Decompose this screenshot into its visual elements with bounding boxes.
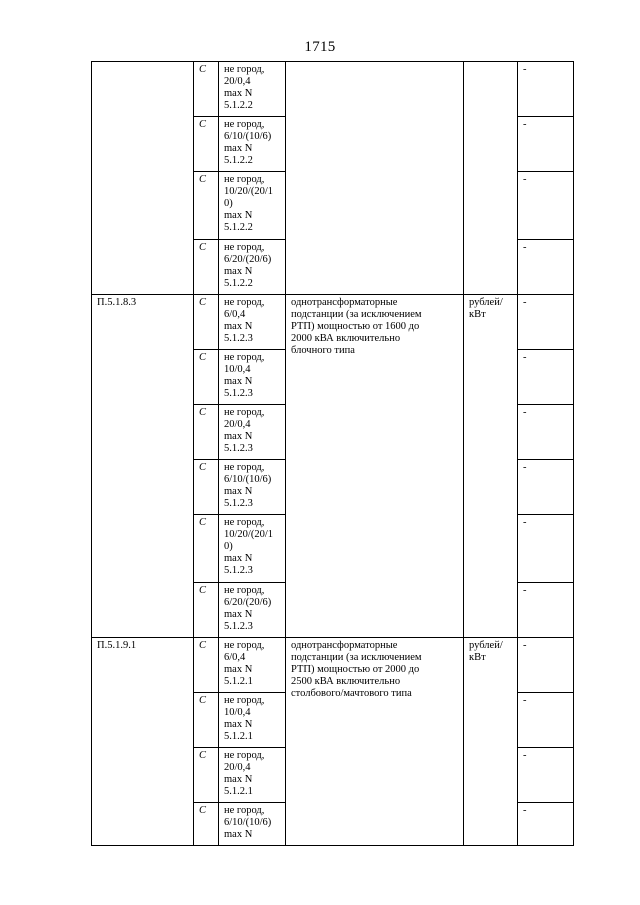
page-number: 1715 [304, 39, 336, 55]
description-line: подстанции (за исключением [291, 652, 422, 663]
description-line: блочного типа [291, 345, 355, 356]
voltage-condition-line: max N [224, 266, 253, 277]
voltage-condition-line: 5.1.2.2 [224, 222, 253, 233]
category-letter-cell: С [194, 748, 219, 803]
voltage-condition-line: не город, [224, 407, 265, 418]
price-cell: - [518, 803, 574, 846]
category-letter-cell: С [194, 405, 219, 460]
category-letter-cell: С [194, 350, 219, 405]
price-cell: - [518, 693, 574, 748]
voltage-condition-line: 6/0,4 [224, 652, 246, 663]
voltage-condition-line: не город, [224, 640, 265, 651]
voltage-condition-line: не город, [224, 462, 265, 473]
voltage-condition-line: max N [224, 664, 253, 675]
voltage-condition-line: max N [224, 88, 253, 99]
voltage-condition-line: 6/20/(20/6) [224, 597, 272, 608]
voltage-condition-cell [219, 803, 286, 846]
voltage-condition-line: не город, [224, 695, 265, 706]
description-cell [286, 295, 464, 638]
category-letter-cell: С [194, 172, 219, 240]
price-cell: - [518, 638, 574, 693]
voltage-condition-line: 5.1.2.2 [224, 155, 253, 166]
voltage-condition-line: 10/0,4 [224, 364, 251, 375]
description-line: 2000 кВА включительно [291, 333, 401, 344]
voltage-condition-line: 20/0,4 [224, 419, 251, 430]
description-line: 2500 кВА включительно [291, 676, 401, 687]
voltage-condition-line: 5.1.2.3 [224, 333, 253, 344]
price-cell: - [518, 515, 574, 583]
voltage-condition-line: не город, [224, 174, 265, 185]
description-cell [286, 62, 464, 295]
description-line: однотрансформаторные [291, 297, 398, 308]
voltage-condition-line: 6/20/(20/6) [224, 254, 272, 265]
voltage-condition-line: 5.1.2.2 [224, 278, 253, 289]
item-code-cell: П.5.1.9.1 [92, 638, 194, 846]
price-cell: - [518, 583, 574, 638]
voltage-condition-line: не город, [224, 297, 265, 308]
category-letter-cell: С [194, 460, 219, 515]
category-letter-cell: С [194, 62, 219, 117]
voltage-condition-cell [219, 295, 286, 350]
category-letter-cell: С [194, 295, 219, 350]
unit-line: рублей/ [469, 640, 503, 651]
voltage-condition-line: 6/0,4 [224, 309, 246, 320]
tariff-table [91, 61, 574, 846]
voltage-condition-cell [219, 350, 286, 405]
voltage-condition-cell [219, 240, 286, 295]
table-row [92, 62, 574, 117]
voltage-condition-line: max N [224, 321, 253, 332]
voltage-condition-line: max N [224, 431, 253, 442]
voltage-condition-line: 10/0,4 [224, 707, 251, 718]
voltage-condition-line: 5.1.2.3 [224, 621, 253, 632]
voltage-condition-line: 10/20/(20/1 [224, 186, 273, 197]
voltage-condition-line: не город, [224, 805, 265, 816]
price-cell: - [518, 295, 574, 350]
category-letter-cell: С [194, 803, 219, 846]
voltage-condition-cell [219, 693, 286, 748]
voltage-condition-line: max N [224, 376, 253, 387]
voltage-condition-line: 5.1.2.1 [224, 676, 253, 687]
voltage-condition-cell [219, 460, 286, 515]
price-cell: - [518, 240, 574, 295]
description-line: РТП) мощностью от 2000 до [291, 664, 420, 675]
category-letter-cell: С [194, 638, 219, 693]
unit-line: кВт [469, 652, 486, 663]
unit-line: рублей/ [469, 297, 503, 308]
unit-cell [464, 62, 518, 295]
unit-cell [464, 638, 518, 846]
voltage-condition-line: 0) [224, 541, 233, 552]
voltage-condition-line: 6/10/(10/6) [224, 131, 272, 142]
voltage-condition-line: не город, [224, 517, 265, 528]
voltage-condition-line: не город, [224, 585, 265, 596]
voltage-condition-line: 5.1.2.2 [224, 100, 253, 111]
tariff-table-body [92, 62, 574, 846]
voltage-condition-line: max N [224, 143, 253, 154]
voltage-condition-line: 6/10/(10/6) [224, 817, 272, 828]
voltage-condition-line: не город, [224, 119, 265, 130]
voltage-condition-line: 20/0,4 [224, 76, 251, 87]
price-cell: - [518, 460, 574, 515]
voltage-condition-cell [219, 515, 286, 583]
table-row [92, 295, 574, 350]
voltage-condition-cell [219, 117, 286, 172]
price-cell: - [518, 748, 574, 803]
voltage-condition-cell [219, 62, 286, 117]
price-cell: - [518, 172, 574, 240]
description-line: подстанции (за исключением [291, 309, 422, 320]
item-code-cell: П.5.1.8.3 [92, 295, 194, 638]
category-letter-cell: С [194, 515, 219, 583]
voltage-condition-line: 5.1.2.1 [224, 786, 253, 797]
voltage-condition-cell [219, 583, 286, 638]
description-line: однотрансформаторные [291, 640, 398, 651]
voltage-condition-line: 6/10/(10/6) [224, 474, 272, 485]
voltage-condition-line: max N [224, 553, 253, 564]
voltage-condition-line: max N [224, 829, 253, 840]
price-cell: - [518, 117, 574, 172]
description-line: столбового/мачтового типа [291, 688, 412, 699]
voltage-condition-line: 5.1.2.3 [224, 388, 253, 399]
voltage-condition-line: 5.1.2.1 [224, 731, 253, 742]
voltage-condition-line: 20/0,4 [224, 762, 251, 773]
price-cell: - [518, 405, 574, 460]
unit-line: кВт [469, 309, 486, 320]
voltage-condition-line: max N [224, 486, 253, 497]
voltage-condition-line: 0) [224, 198, 233, 209]
voltage-condition-line: max N [224, 774, 253, 785]
price-cell: - [518, 350, 574, 405]
voltage-condition-cell [219, 638, 286, 693]
description-line: РТП) мощностью от 1600 до [291, 321, 420, 332]
voltage-condition-cell [219, 172, 286, 240]
category-letter-cell: С [194, 240, 219, 295]
category-letter-cell: С [194, 117, 219, 172]
voltage-condition-line: max N [224, 609, 253, 620]
table-row [92, 638, 574, 693]
item-code-cell [92, 62, 194, 295]
voltage-condition-line: max N [224, 719, 253, 730]
voltage-condition-line: 10/20/(20/1 [224, 529, 273, 540]
voltage-condition-line: не город, [224, 352, 265, 363]
description-cell [286, 638, 464, 846]
voltage-condition-cell [219, 748, 286, 803]
price-cell: - [518, 62, 574, 117]
voltage-condition-line: не город, [224, 64, 265, 75]
unit-cell [464, 295, 518, 638]
voltage-condition-line: max N [224, 210, 253, 221]
voltage-condition-line: 5.1.2.3 [224, 565, 253, 576]
voltage-condition-line: 5.1.2.3 [224, 498, 253, 509]
voltage-condition-line: не город, [224, 750, 265, 761]
voltage-condition-line: 5.1.2.3 [224, 443, 253, 454]
category-letter-cell: С [194, 583, 219, 638]
voltage-condition-cell [219, 405, 286, 460]
category-letter-cell: С [194, 693, 219, 748]
voltage-condition-line: не город, [224, 242, 265, 253]
